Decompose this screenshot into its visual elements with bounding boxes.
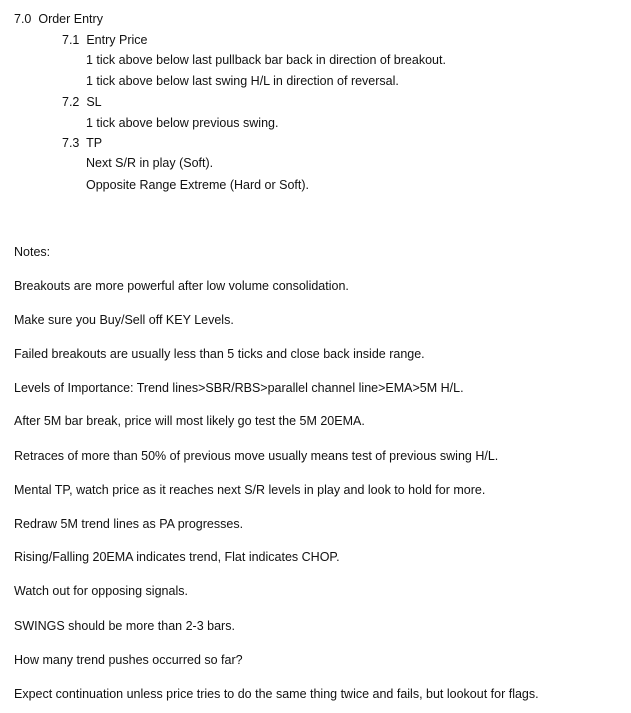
note-item: Make sure you Buy/Sell off KEY Levels. [14, 313, 234, 327]
note-item: Mental TP, watch price as it reaches next S/R levels in play and look to hold for more. [14, 483, 486, 497]
subsection-number: 7.2 [62, 95, 80, 109]
sl-item: 1 tick above below previous swing. [86, 116, 279, 130]
note-item: Rising/Falling 20EMA indicates trend, Flat indicates CHOP. [14, 550, 340, 564]
subsection-title: SL [86, 95, 102, 109]
note-item: Failed breakouts are usually less than 5 ticks and close back inside range. [14, 347, 425, 361]
section-number: 7.0 [14, 12, 32, 26]
entry-price-item: 1 tick above below last pullback bar back in direction of breakout. [86, 53, 446, 67]
subsection-title: Entry Price [86, 33, 148, 47]
note-item: Breakouts are more powerful after low volume consolidation. [14, 279, 349, 293]
subsection-heading-tp [62, 135, 102, 151]
subsection-number: 7.1 [62, 33, 80, 47]
section-heading [14, 11, 103, 27]
subsection-heading-sl [62, 94, 102, 110]
note-item: How many trend pushes occurred so far? [14, 653, 243, 667]
entry-price-item: 1 tick above below last swing H/L in direction of reversal. [86, 74, 399, 88]
note-item: Redraw 5M trend lines as PA progresses. [14, 517, 244, 531]
subsection-number: 7.3 [62, 136, 80, 150]
note-item: Retraces of more than 50% of previous move usually means test of previous swing H/L. [14, 449, 499, 463]
note-item: SWINGS should be more than 2-3 bars. [14, 619, 235, 633]
section-title: Order Entry [38, 12, 103, 26]
tp-item: Opposite Range Extreme (Hard or Soft). [86, 178, 310, 192]
note-item: Expect continuation unless price tries to do the same thing twice and fails, but lookout for flags. [14, 687, 539, 701]
notes-heading: Notes: [14, 245, 51, 259]
note-item: After 5M bar break, price will most likely go test the 5M 20EMA. [14, 414, 365, 428]
tp-item: Next S/R in play (Soft). [86, 156, 214, 170]
subsection-title: TP [86, 136, 103, 150]
subsection-heading-entry-price [62, 32, 147, 48]
note-item: Levels of Importance: Trend lines>SBR/RBS>parallel channel line>EMA>5M H/L. [14, 381, 464, 395]
note-item: Watch out for opposing signals. [14, 584, 188, 598]
